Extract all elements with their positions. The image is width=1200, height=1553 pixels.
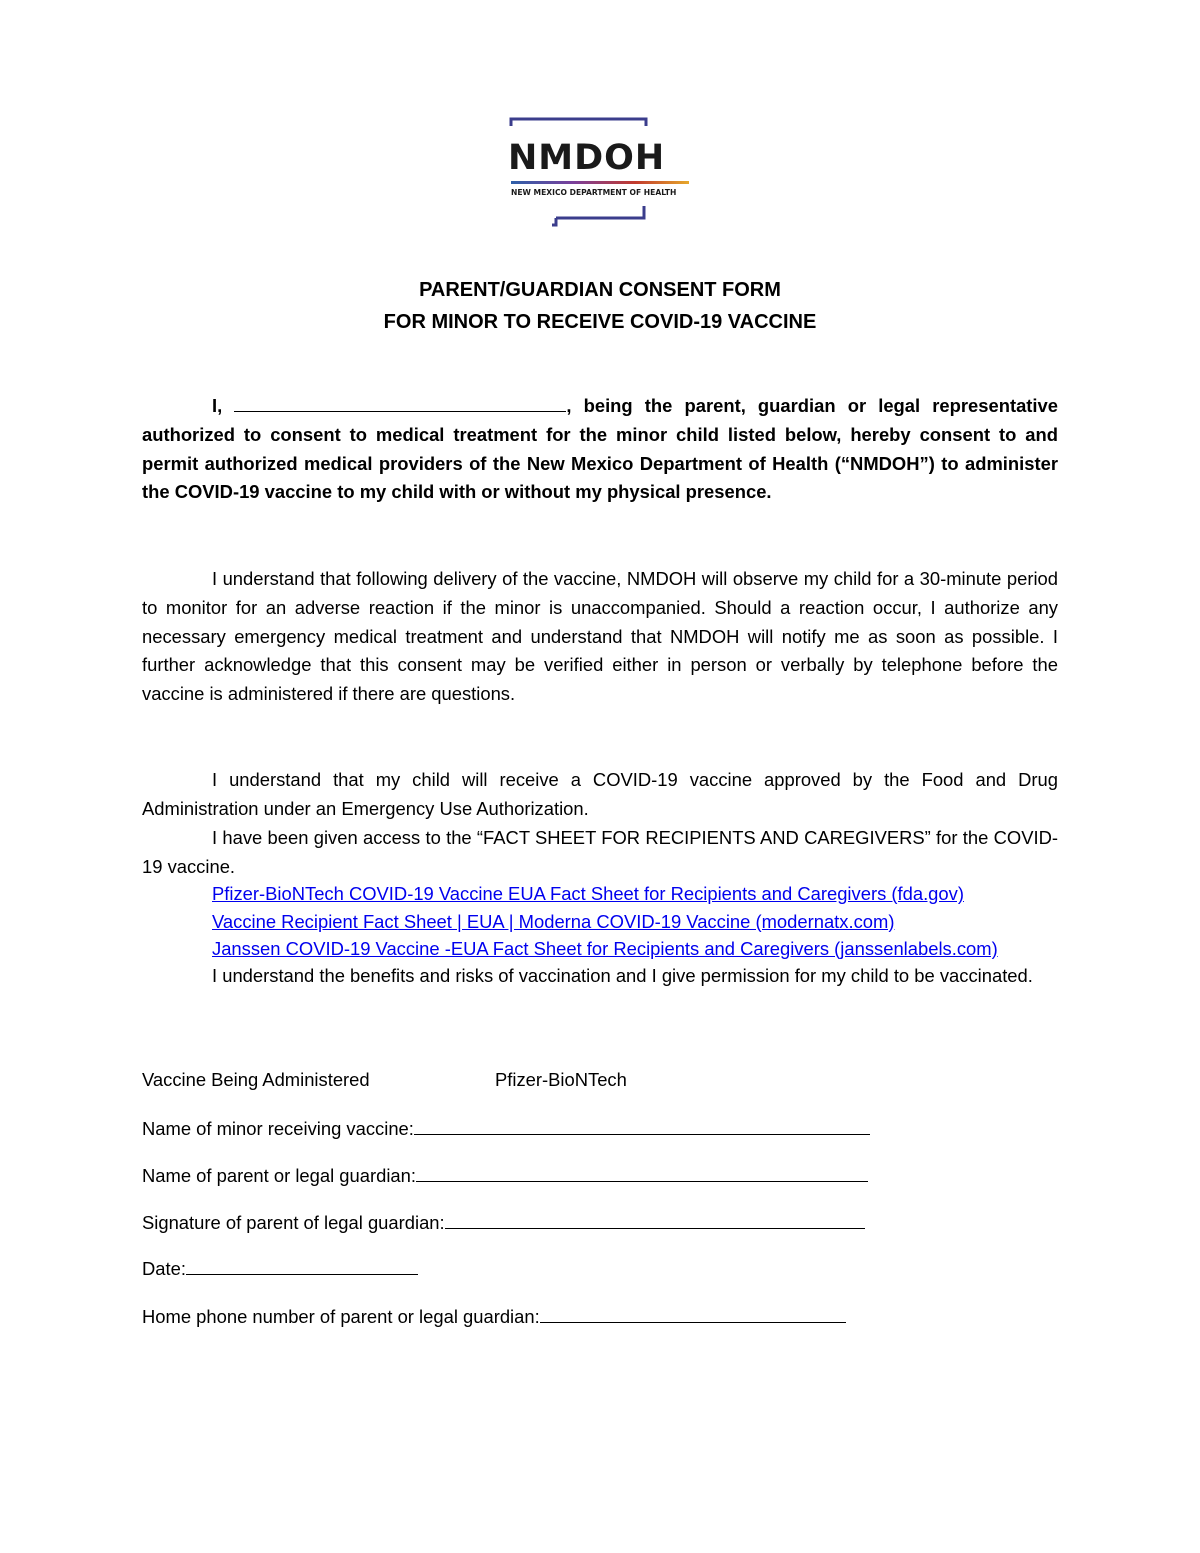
- observation-text: I understand that following delivery of the vaccine, NMDOH will observe my child for a 30-minute period to monitor for an adverse reaction if the minor is unaccompanied. Should a reaction occur, I authorize any necessary emergency medical treatment and understand that NMDOH will notify me as soon as possible. I further acknowledge that this consent may be verified either in person or verbally by telephone before the vaccine is administered if there are questions.: [142, 568, 1058, 705]
- fact-sheet-paragraph: [142, 824, 1058, 882]
- permission-text: I understand the benefits and risks of vaccination and I give permission for my child to be vaccinated.: [212, 965, 1033, 986]
- fact-sheet-text: I have been given access to the “FACT SHEET FOR RECIPIENTS AND CAREGIVERS” for the COVID-19 vaccine.: [142, 827, 1058, 877]
- form-title-line1: PARENT/GUARDIAN CONSENT FORM: [419, 279, 781, 301]
- signature-row: [142, 1208, 865, 1236]
- janssen-fact-sheet-link[interactable]: Janssen COVID-19 Vaccine -EUA Fact Sheet for Recipients and Caregivers (janssenlabels.com): [212, 938, 998, 959]
- date-row: [142, 1254, 418, 1282]
- vaccine-label: Vaccine Being Administered: [142, 1069, 370, 1090]
- consent-prefix: I,: [212, 395, 223, 416]
- minor-name-field[interactable]: [414, 1114, 870, 1135]
- eua-text: I understand that my child will receive a COVID-19 vaccine approved by the Food and Drug Administration under an Emergency Use Authorization.: [142, 769, 1058, 819]
- parent-name-row: [142, 1161, 868, 1189]
- moderna-fact-sheet-link[interactable]: Vaccine Recipient Fact Sheet | EUA | Moderna COVID-19 Vaccine (modernatx.com): [212, 910, 895, 932]
- vaccine-row: [142, 1067, 370, 1093]
- consenter-name-blank[interactable]: [234, 393, 566, 412]
- vaccine-value: Pfizer-BioNTech: [495, 1069, 627, 1090]
- fact-sheet-links: [212, 880, 998, 963]
- pfizer-fact-sheet-link[interactable]: Pfizer-BioNTech COVID-19 Vaccine EUA Fact Sheet for Recipients and Caregivers (fda.gov): [212, 883, 964, 904]
- permission-paragraph: [142, 962, 1058, 991]
- minor-name-label: Name of minor receiving vaccine:: [142, 1118, 414, 1139]
- signature-label: Signature of parent of legal guardian:: [142, 1212, 445, 1233]
- parent-name-field[interactable]: [416, 1161, 868, 1182]
- logo-subtitle: NEW MEXICO DEPARTMENT OF HEALTH: [511, 188, 677, 197]
- parent-name-label: Name of parent or legal guardian:: [142, 1165, 416, 1186]
- observation-paragraph: [142, 565, 1058, 709]
- eua-paragraph: [142, 766, 1058, 824]
- date-label: Date:: [142, 1258, 186, 1279]
- phone-field[interactable]: [540, 1302, 846, 1323]
- form-title-line2: FOR MINOR TO RECEIVE COVID-19 VACCINE: [383, 311, 817, 333]
- signature-field[interactable]: [445, 1208, 865, 1229]
- date-field[interactable]: [186, 1254, 418, 1275]
- phone-label: Home phone number of parent or legal guardian:: [142, 1306, 540, 1327]
- consent-paragraph: [142, 392, 1058, 507]
- minor-name-row: [142, 1114, 870, 1142]
- nmdoh-logo: [508, 116, 692, 228]
- consent-text: , being the parent, guardian or legal representative authorized to consent to medical treatment for the minor child listed below, hereby consent to and permit authorized medical providers of the New Mexico Department of Health (“NMDOH”) to administer the COVID-19 vaccine to my child with or without my physical presence.: [142, 395, 1058, 503]
- phone-row: [142, 1302, 846, 1330]
- logo-name: NMDOH: [508, 138, 666, 178]
